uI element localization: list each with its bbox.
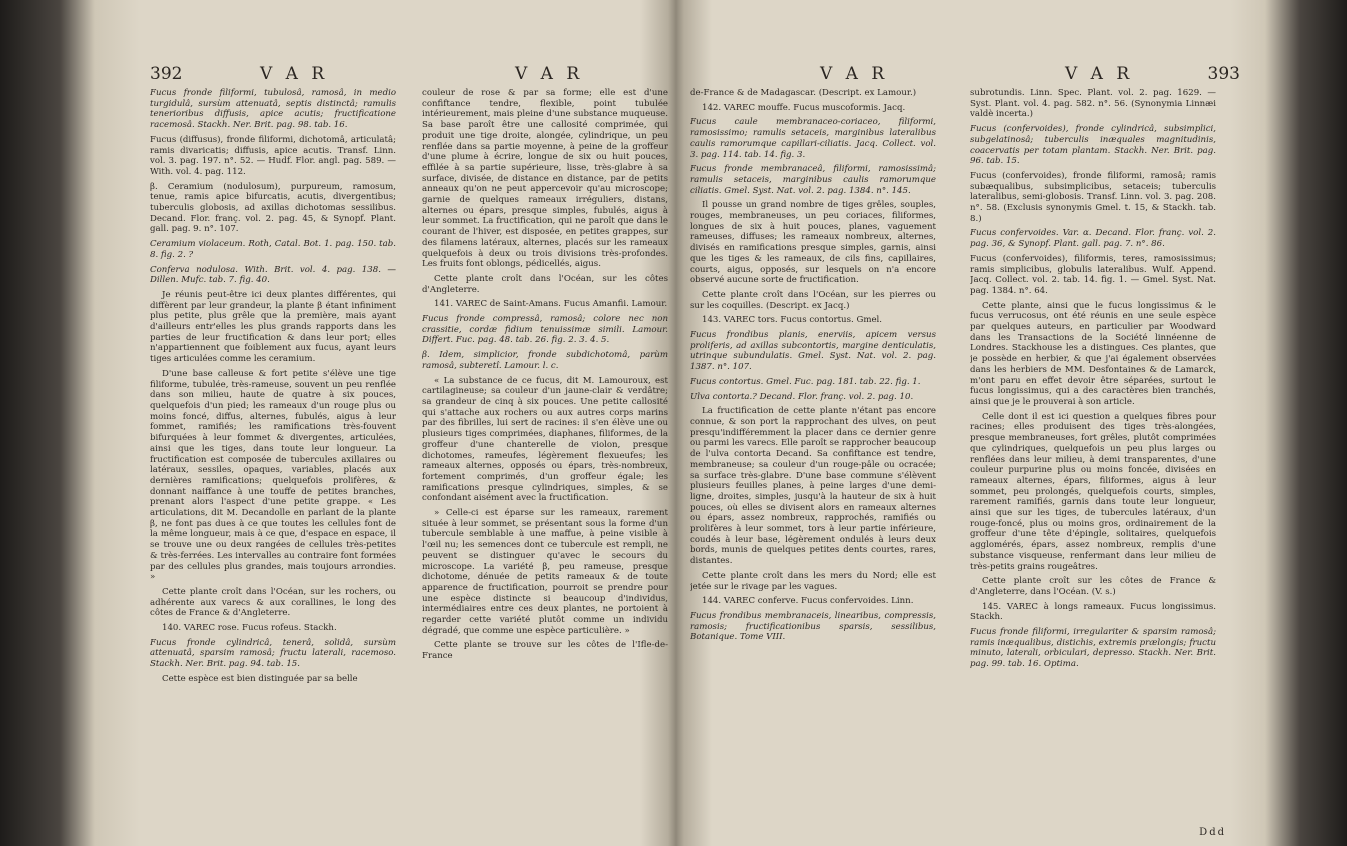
right-running-head-1: V A R — [820, 64, 889, 84]
paragraph: Cette plante croît sur les côtes de France & d'Angleterre, dans l'Océan. (V. s.) — [970, 576, 1216, 597]
paragraph: Fucus (confervoides), fronde cylindricâ, subsimplici, subgelatinosâ; tuberculis inæquales magnitudinis, coacervatis per totam plantam. Stackh. Ner. Brit. pag. 96. tab. 15. — [970, 124, 1216, 167]
right-running-head-2: V A R — [1065, 64, 1134, 84]
paragraph: Fucus (confervoides), fronde filiformi, ramosâ; ramis subæqualibus, subsimplicibus, setaceis; tuberculis lateralibus, semi-globosis. Transf. Linn. vol. 3. pag. 208. n°. 58. (Exclusis synonymis Gmel. t. 15, & Stackh. tab. 8.) — [970, 170, 1216, 224]
paragraph: Je réunis peut-être ici deux plantes différentes, qui diffèrent par leur grandeur, la plante β étant infiniment plus petite, plus grêle que la première, mais ayant d'ailleurs entr'elles les plus grands rapports dans les parties de leur fructification & dans leur port; elles n'appartiennent que foiblement aux fucus, ayant leurs tiges articulées comme les ceramium. — [150, 289, 396, 365]
paragraph: Fucus confervoides. Var. α. Decand. Flor. franç. vol. 2. pag. 36, & Synopf. Plant. gall. pag. 7. n°. 86. — [970, 228, 1216, 250]
paragraph: Cette plante, ainsi que le fucus longissimus & le fucus verrucosus, ont été réunis en une seule espèce par quelques auteurs, en particulier par Woodward dans les Transactions de la Société linnéenne de Londres. Stackhouse les a distingues. Ces plantes, que je possède en herbier, & que j'ai également observées dans les herbiers de MM. Desfontaines & de Lamarck, m'ont paru en effet devoir être séparées, surtout le fucus longissimus, qui a des caractères bien tranchés, ainsi que je le prouverai à son article. — [970, 300, 1216, 407]
paragraph: Cette plante croît dans l'Océan, sur les pierres ou sur les coquilles. (Descript. ex Jacq.) — [690, 289, 936, 311]
right-column-1 — [690, 88, 936, 823]
paragraph: Fucus contortus. Gmel. Fuc. pag. 181. tab. 22. fig. 1. — [690, 376, 921, 387]
right-page — [690, 0, 1250, 846]
left-running-head-1: V A R — [260, 64, 329, 84]
paragraph: Il pousse un grand nombre de tiges grêles, souples, rouges, membraneuses, un peu coriaces, filiformes, longues de six à huit pouces, planes, vaguement rameuses, diffuses; les rameaux nombreux, alternes, divisés en ramifications presque simples, garnis, ainsi que les tiges & les rameaux, de cils fins, capillaires, courts, aigus, opposés, sur lesquels on n'a encore observé aucune sorte de fructification. — [690, 200, 936, 286]
paragraph: 144. VAREC conferve. Fucus confervoides. Linn. — [702, 596, 914, 607]
paragraph: Ceramium violaceum. Roth, Catal. Bot. 1. pag. 150. tab. 8. fig. 2. ? — [150, 239, 396, 260]
paragraph: 142. VAREC mouffe. Fucus muscoformis. Jacq. — [702, 102, 906, 113]
signature-mark: Ddd — [1199, 827, 1226, 838]
paragraph: Cette plante croît dans l'Océan, sur les rochers, ou adhérente aux varecs & aux corallines, le long des côtes de France & d'Angleterre. — [150, 586, 396, 619]
paragraph: Cette plante se trouve sur les côtes de l'Ifle-de-France — [422, 640, 668, 662]
left-page-number: 392 — [150, 64, 183, 84]
paragraph: Fucus fronde cylindricâ, tenerâ, solidâ, sursùm attenuatâ, sparsim ramosâ; fructu laterali, racemoso. Stackh. Ner. Brit. pag. 94. tab. 15. — [150, 637, 396, 670]
paragraph: couleur de rose & par sa forme; elle est d'une confiftance tendre, flexible, point tubulée intérieurement, mais pleine d'une substance muqueuse. Sa base paroît être une callosité comprimée, qui produit une tige droite, alongée, cylindrique, un peu renflée dans sa partie moyenne, à peine de la groffeur d'une plume à écrire, longue de six ou huit pouces, effilée à sa partie supérieure, lisse, très-glabre à sa surface, divisée, de distance en distance, par de petits anneaux qu'on ne peut appercevoir qu'au microscope; garnie de quelques rameaux irréguliers, distans, alternes ou épars, presque simples, fubulés, aigus à leur sommet. La fructification, qui ne paroît que dans le courant de l'hiver, est disposée, en petites grappes, sur des filamens latéraux, alternes, placés sur les rameaux quelquefois à deux ou trois divisions très-profondes. Les fruits font oblongs, pédicellés, aigus. — [422, 88, 668, 270]
right-column-2 — [970, 88, 1216, 823]
paragraph: La fructification de cette plante n'étant pas encore connue, & son port la rapprochant des ulves, on peut presqu'indifféremment la placer dans ce dernier genre ou parmi les varecs. Elle paroît se rapprocher beaucoup de l'ulva contorta Decand. Sa confiftance est tendre, membraneuse; sa couleur d'un rouge-pâle ou ocracée; sa surface très-glabre. D'une base commune s'élèvent plusieurs feuilles planes, à peine larges d'une demi-ligne, droites, simples, jusqu'à la hauteur de six à huit pouces, où elles se divisent alors en rameaux alternes ou épars, assez nombreux, rapprochés, ramifiés ou prolifères à leur sommet, tors à leur partie inférieure, coudés à leur base, légèrement ondulés à leurs deux bords, munis de quelques petites dents courtes, rares, distantes. — [690, 406, 936, 567]
paragraph: Cette plante croît dans l'Océan, sur les côtes d'Angleterre. — [422, 273, 668, 295]
paragraph: Cette plante croît dans les mers du Nord; elle est jetée sur le rivage par les vagues. — [690, 570, 936, 592]
paragraph: β. Idem, simplicior, fronde subdichotomâ, parùm ramosâ, subteretî. Lamour. l. c. — [422, 350, 668, 371]
paragraph: » Celle-ci est éparse sur les rameaux, rarement située à leur sommet, se présentant sous la forme d'un tubercule semblable à une maffue, à peine visible à l'œil nu; les semences dont ce tubercule est rempli, ne peuvent se distinguer qu'avec le secours du microscope. La variété β, peu rameuse, presque dichotome, dénuée de petits rameaux & de toute apparence de fructification, pourroit se prendre pour une espèce distincte si beaucoup d'individus, intermédiaires entre ces deux plantes, ne portoient à regarder cette variété plutôt comme un individu dégradé, que comme une espèce particulière. » — [422, 508, 668, 636]
paragraph: Fucus fronde membranaceâ, filiformi, ramosissimâ; ramulis setaceis, marginibus caulis ramorumque ciliatis. Gmel. Syst. Nat. vol. 2. pag. 1384. n°. 145. — [690, 164, 936, 196]
paragraph: Fucus frondibus planis, enerviis, apicem versus proliferis, ad axillas subcontortis, margine denticulatis, utrinque subundulatis. Gmel. Syst. Nat. vol. 2. pag. 1387. n°. 107. — [690, 330, 936, 373]
right-page-number: 393 — [1207, 64, 1240, 84]
paragraph: Conferva nodulosa. With. Brit. vol. 4. pag. 138. — Dillen. Mufc. tab. 7. fig. 40. — [150, 264, 396, 286]
paragraph: β. Ceramium (nodulosum), purpureum, ramosum, tenue, ramis apice bifurcatis, acutis, divergentibus; tuberculis globosis, ad axillas dichotomas sessilibus. Decand. Flor. franç. vol. 2. pag. 45, & Synopf. Plant. gall. pag. 9. n°. 107. — [150, 181, 396, 235]
paragraph: Fucus caule membranaceo-coriaceo, filiformi, ramosissimo; ramulis setaceis, marginibus lateralibus caulis ramorumque capillari-ciliatis. Jacq. Collect. vol. 3. pag. 114. tab. 14. fig. 3. — [690, 117, 936, 160]
paragraph: de-France & de Madagascar. (Descript. ex Lamour.) — [690, 88, 917, 98]
left-column-1 — [150, 88, 396, 823]
paragraph: Fucus fronde filiformi, tubulosâ, ramosâ, in medio turgidulâ, sursùm attenuatâ, septis distinctâ; ramulis tenerioribus diffusis, apice acutis; fructificatione racemosâ. Stackh. Ner. Brit. pag. 98. tab. 16. — [150, 88, 396, 131]
paragraph: D'une base calleuse & fort petite s'élève une tige filiforme, tubulée, très-rameuse, souvent un peu renflée dans son milieu, haute de quatre à six pouces, quelquefois d'un pied; les rameaux d'un rouge plus ou moins foncé, diffus, alternes, fubulés, aigus à leur fommet, ramifiés; les ramifications très-fouvent bifurquées à leur fommet & divergentes, articulées, ainsi que les tiges, dans toute leur longueur. La fructification est composée de tubercules axillaires ou latéraux, sessiles, opaques, variables, placés aux dernières ramifications; quelquefois prolifères, & donnant naiffance à une touffe de petites branches, prenant alors l'aspect d'une petite grappe. « Les articulations, dit M. Decandolle en parlant de la plante β, ne font pas dues à ce que toutes les cellules font de la même longueur, mais à ce que, d'espace en espace, il se trouve une ou deux rangées de cellules très-petites & très-ferrées. Les intervalles au contraire font formées par des cellules plus grandes, mais toujours arrondies. » — [150, 368, 396, 583]
paragraph: 141. VAREC de Saint-Amans. Fucus Amanfii. Lamour. — [434, 299, 668, 310]
paragraph: 145. VAREC à longs rameaux. Fucus longissimus. Stackh. — [970, 601, 1216, 623]
paragraph: subrotundis. Linn. Spec. Plant. vol. 2. pag. 1629. — Syst. Plant. vol. 4. pag. 582. n°. 56. (Synonymia Linnæi valdè incerta.) — [970, 88, 1216, 120]
paragraph: Celle dont il est ici question a quelques fibres pour racines; elles produisent des tiges très-alongées, presque membraneuses, fort grêles, plutôt comprimées que cylindriques, quelquefois un peu plus larges ou renflées dans leur milieu, à demi transparentes, d'une couleur purpurine plus ou moins foncée, divisées en rameaux alternes, épars, filiformes, aigus à leur sommet, peu prolongés, quelquefois courts, simples, rarement ramifiés, garnis dans toute leur longueur, ainsi que sur les tiges, de tubercules latéraux, d'un rouge-foncé, plus ou moins gros, ordinairement de la groffeur d'une tête d'épingle, solitaires, quelquefois agglomérés, épars, assez nombreux, remplis d'une substance visqueuse, renfermant dans leur milieu de très-petits grains rougeâtres. — [970, 411, 1216, 572]
paragraph: Fucus fronde compressâ, ramosâ; colore nec non crassitie, cordæ fidium tenuissimæ simili. Lamour. Differt. Fuc. pag. 48. tab. 26. fig. 2. 3. 4. 5. — [422, 314, 668, 346]
paragraph: Cette espèce est bien distinguée par sa belle — [162, 673, 358, 684]
left-running-head-2: V A R — [515, 64, 584, 84]
paragraph: Ulva contorta.? Decand. Flor. franç. vol. 2. pag. 10. — [690, 391, 914, 402]
paragraph: 143. VAREC tors. Fucus contortus. Gmel. — [702, 315, 883, 326]
paragraph: Fucus frondibus membranaceis, linearibus, compressis, ramosis; fructificationibus sparsis, sessilibus, Botanique. Tome VIII. — [690, 610, 936, 643]
paragraph: Fucus (confervoides), filiformis, teres, ramosissimus; ramis simplicibus, globulis lateralibus. Wulf. Append. Jacq. Collect. vol. 2. tab. 14. fig. 1. — Gmel. Syst. Nat. pag. 1384. n°. 64. — [970, 253, 1216, 296]
left-page — [150, 0, 670, 846]
paragraph: Fucus fronde filiformi, irregulariter & sparsim ramosâ; ramis inæqualibus, distichis, extremis prælongis; fructu minuto, laterali, orbiculari, depresso. Stackh. Ner. Brit. pag. 99. tab. 16. Optima. — [970, 627, 1216, 670]
paragraph: 140. VAREC rose. Fucus rofeus. Stackh. — [162, 623, 337, 634]
paragraph: « La substance de ce fucus, dit M. Lamouroux, est cartilagineuse; sa couleur d'un jaune-clair & verdâtre; sa grandeur de cinq à six pouces. Une petite callosité qui s'attache aux rochers ou aux autres corps marins par des fibrilles, lui sert de racines: il s'en élève une ou plusieurs tiges comprimées, diaphanes, filiformes, de la groffeur d'une chanterelle de violon, presque dichotomes, rameufes, légèrement flexueufes; les rameaux alternes, opposés ou épars, très-nombreux, fortement comprimés, d'un groffeur égale; les ramifications presque cylindriques, simples, & se confondant aisément avec la fructification. — [422, 375, 668, 504]
left-column-2 — [422, 88, 668, 823]
paragraph: Fucus (diffusus), fronde filiformi, dichotomâ, articulatâ; ramis divaricatis; diffusis, apice acutis. Transf. Linn. vol. 3. pag. 197. n°. 52. — Hudf. Flor. angl. pag. 589. — With. vol. 4. pag. 112. — [150, 134, 396, 177]
